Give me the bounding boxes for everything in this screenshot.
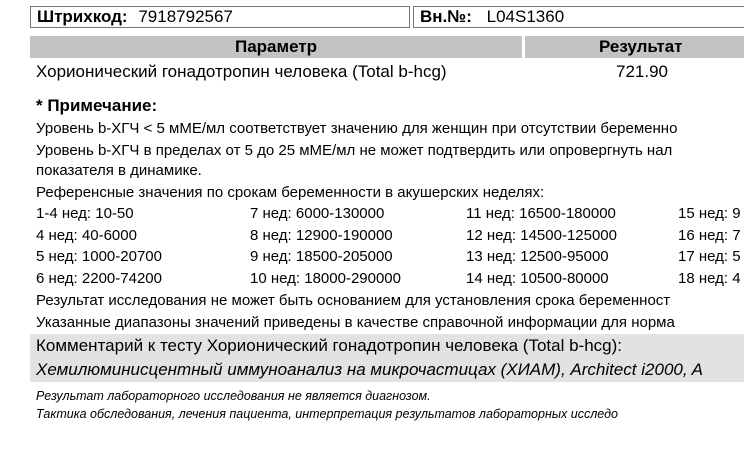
note-title: * Примечание: (36, 96, 158, 115)
internal-number-label: Вн.№: (420, 7, 472, 26)
ref-cell: 13 нед: 12500-95000 (466, 248, 609, 265)
footer-line-2: Тактика обследования, лечения пациента, интерпретация результатов лабораторных исследо (36, 407, 618, 421)
ref-cell: 7 нед: 6000-130000 (250, 205, 385, 222)
ref-cell: 17 нед: 5 (678, 248, 741, 265)
internal-number-value: L04S1360 (486, 7, 565, 26)
note-line-2: Уровень b-ХГЧ в пределах от 5 до 25 мМЕ/мл не может подтвердить или опровергнуть нал (36, 142, 673, 159)
ref-cell: 11 нед: 16500-180000 (466, 205, 616, 222)
note-line-5: Указанные диапазоны значений приведены в качестве справочной информации для норма (36, 314, 675, 331)
ref-cell: 10 нед: 18000-290000 (250, 270, 401, 287)
note-line-3: показателя в динамике. (36, 162, 202, 179)
ref-cell: 8 нед: 12900-190000 (250, 227, 393, 244)
ref-cell: 12 нед: 14500-125000 (466, 227, 617, 244)
footer-line-1: Результат лабораторного исследования не является диагнозом. (36, 389, 431, 403)
comment-method: Хемилюминисцентный иммуноанализ на микрочастицах (ХИАМ), Architect i2000, A (36, 360, 704, 379)
column-header-result: Результат (525, 36, 744, 58)
ref-cell: 6 нед: 2200-74200 (36, 270, 162, 287)
ref-cell: 14 нед: 10500-80000 (466, 270, 609, 287)
parameter-name: Хорионический гонадотропин человека (Total b-hcg) (36, 62, 447, 81)
ref-cell: 15 нед: 9 (678, 205, 741, 222)
reference-title: Референсные значения по срокам беременности в акушерских неделях: (36, 184, 545, 201)
ref-cell: 5 нед: 1000-20700 (36, 248, 162, 265)
parameter-result: 721.90 (616, 62, 668, 81)
internal-number-box (413, 6, 744, 28)
ref-cell: 18 нед: 4 (678, 270, 741, 287)
note-line-1: Уровень b-ХГЧ < 5 мМЕ/мл соответствует значению для женщин при отсутствии беременно (36, 120, 678, 137)
ref-cell: 1-4 нед: 10-50 (36, 205, 134, 222)
barcode-box (30, 6, 410, 28)
comment-title: Комментарий к тесту Хорионический гонадотропин человека (Total b-hcg): (36, 336, 622, 355)
barcode-value: 7918792567 (138, 7, 233, 26)
ref-cell: 4 нед: 40-6000 (36, 227, 137, 244)
note-line-4: Результат исследования не может быть основанием для установления срока беременност (36, 292, 671, 309)
column-header-parameter: Параметр (30, 36, 522, 58)
barcode-label: Штрихкод: (37, 7, 128, 26)
ref-cell: 16 нед: 7 (678, 227, 741, 244)
ref-cell: 9 нед: 18500-205000 (250, 248, 393, 265)
